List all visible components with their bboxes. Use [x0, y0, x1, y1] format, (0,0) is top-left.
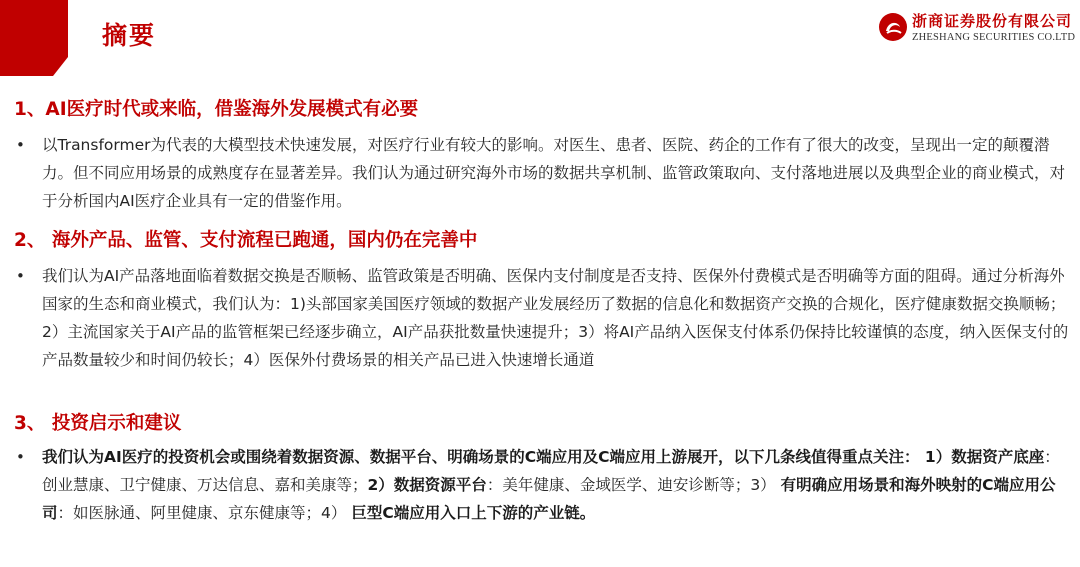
logo-chinese-name: 浙商证券股份有限公司 [912, 12, 1073, 30]
text-run: 有明确应用场景和海外映射的C端应用公司 [42, 476, 1056, 522]
logo-english-name: ZHESHANG SECURITIES CO.LTD [912, 32, 1076, 43]
page-title: 摘要 [102, 21, 157, 50]
zheshang-logo-icon [878, 12, 908, 42]
text-run: 数据资产底座 [951, 448, 1045, 466]
bullet-text-1: 以Transformer为代表的大模型技术快速发展，对医疗行业有较大的影响。对医生、患者、医院、药企的工作有了很大的改变，呈现出一定的颠覆潜力。但不同应用场景的成熟度存在显著差异。我们认为通过研究海外市场的数据共享机制、监管政策取向、支付落地进展以及典型企业的商业模式，对于分析国内AI医疗企业具有一定的借鉴作用。 [42, 136, 1066, 210]
corner-accent-shape [0, 0, 68, 76]
text-run: 2）数据资源平台 [367, 476, 487, 494]
bullet-text-3 [42, 443, 1070, 527]
bullet-dot: • [16, 136, 25, 154]
text-run: 巨型C端应用入口上下游的产业链。 [351, 504, 596, 522]
text-run: ：如医脉通、阿里健康、京东健康等；4） [57, 504, 352, 522]
company-logo [878, 10, 1076, 50]
section-heading-1: 1、AI医疗时代或来临，借鉴海外发展模式有必要 [14, 99, 419, 120]
text-run: ：美年健康、金域医学、迪安诊断等；3） [486, 476, 781, 494]
text-run: 我们认为AI医疗的投资机会或围绕着数据资源、数据平台、明确场景的C端应用及C端应用上游展开，以下几条线值得重点关注： 1） [42, 448, 952, 466]
bullet-dot: • [16, 267, 25, 285]
section-heading-3: 3、 投资启示和建议 [14, 413, 182, 434]
text-run: ：创业慧康、卫宁健康、万达信息、嘉和美康等； [42, 448, 1060, 494]
section-heading-2: 2、 海外产品、监管、支付流程已跑通，国内仍在完善中 [14, 230, 478, 251]
bullet-text-2: 我们认为AI产品落地面临着数据交换是否顺畅、监管政策是否明确、医保内支付制度是否支持、医保外付费模式是否明确等方面的阻碍。通过分析海外国家的生态和商业模式，我们认为：1)头部国家美国医疗领域的数据产业发展经历了数据的信息化和数据资产交换的合规化，医疗健康数据交换顺畅；2）主流国家关于AI产品的监管框架已经逐步确立，AI产品获批数量快速提升；3）将AI产品纳入医保支付体系仍保持比较谨慎的态度，纳入医保支付的产品数量较少和时间仍较长；4）医保外付费场景的相关产品已进入快速增长通道 [42, 267, 1069, 369]
bullet-dot: • [16, 448, 25, 466]
